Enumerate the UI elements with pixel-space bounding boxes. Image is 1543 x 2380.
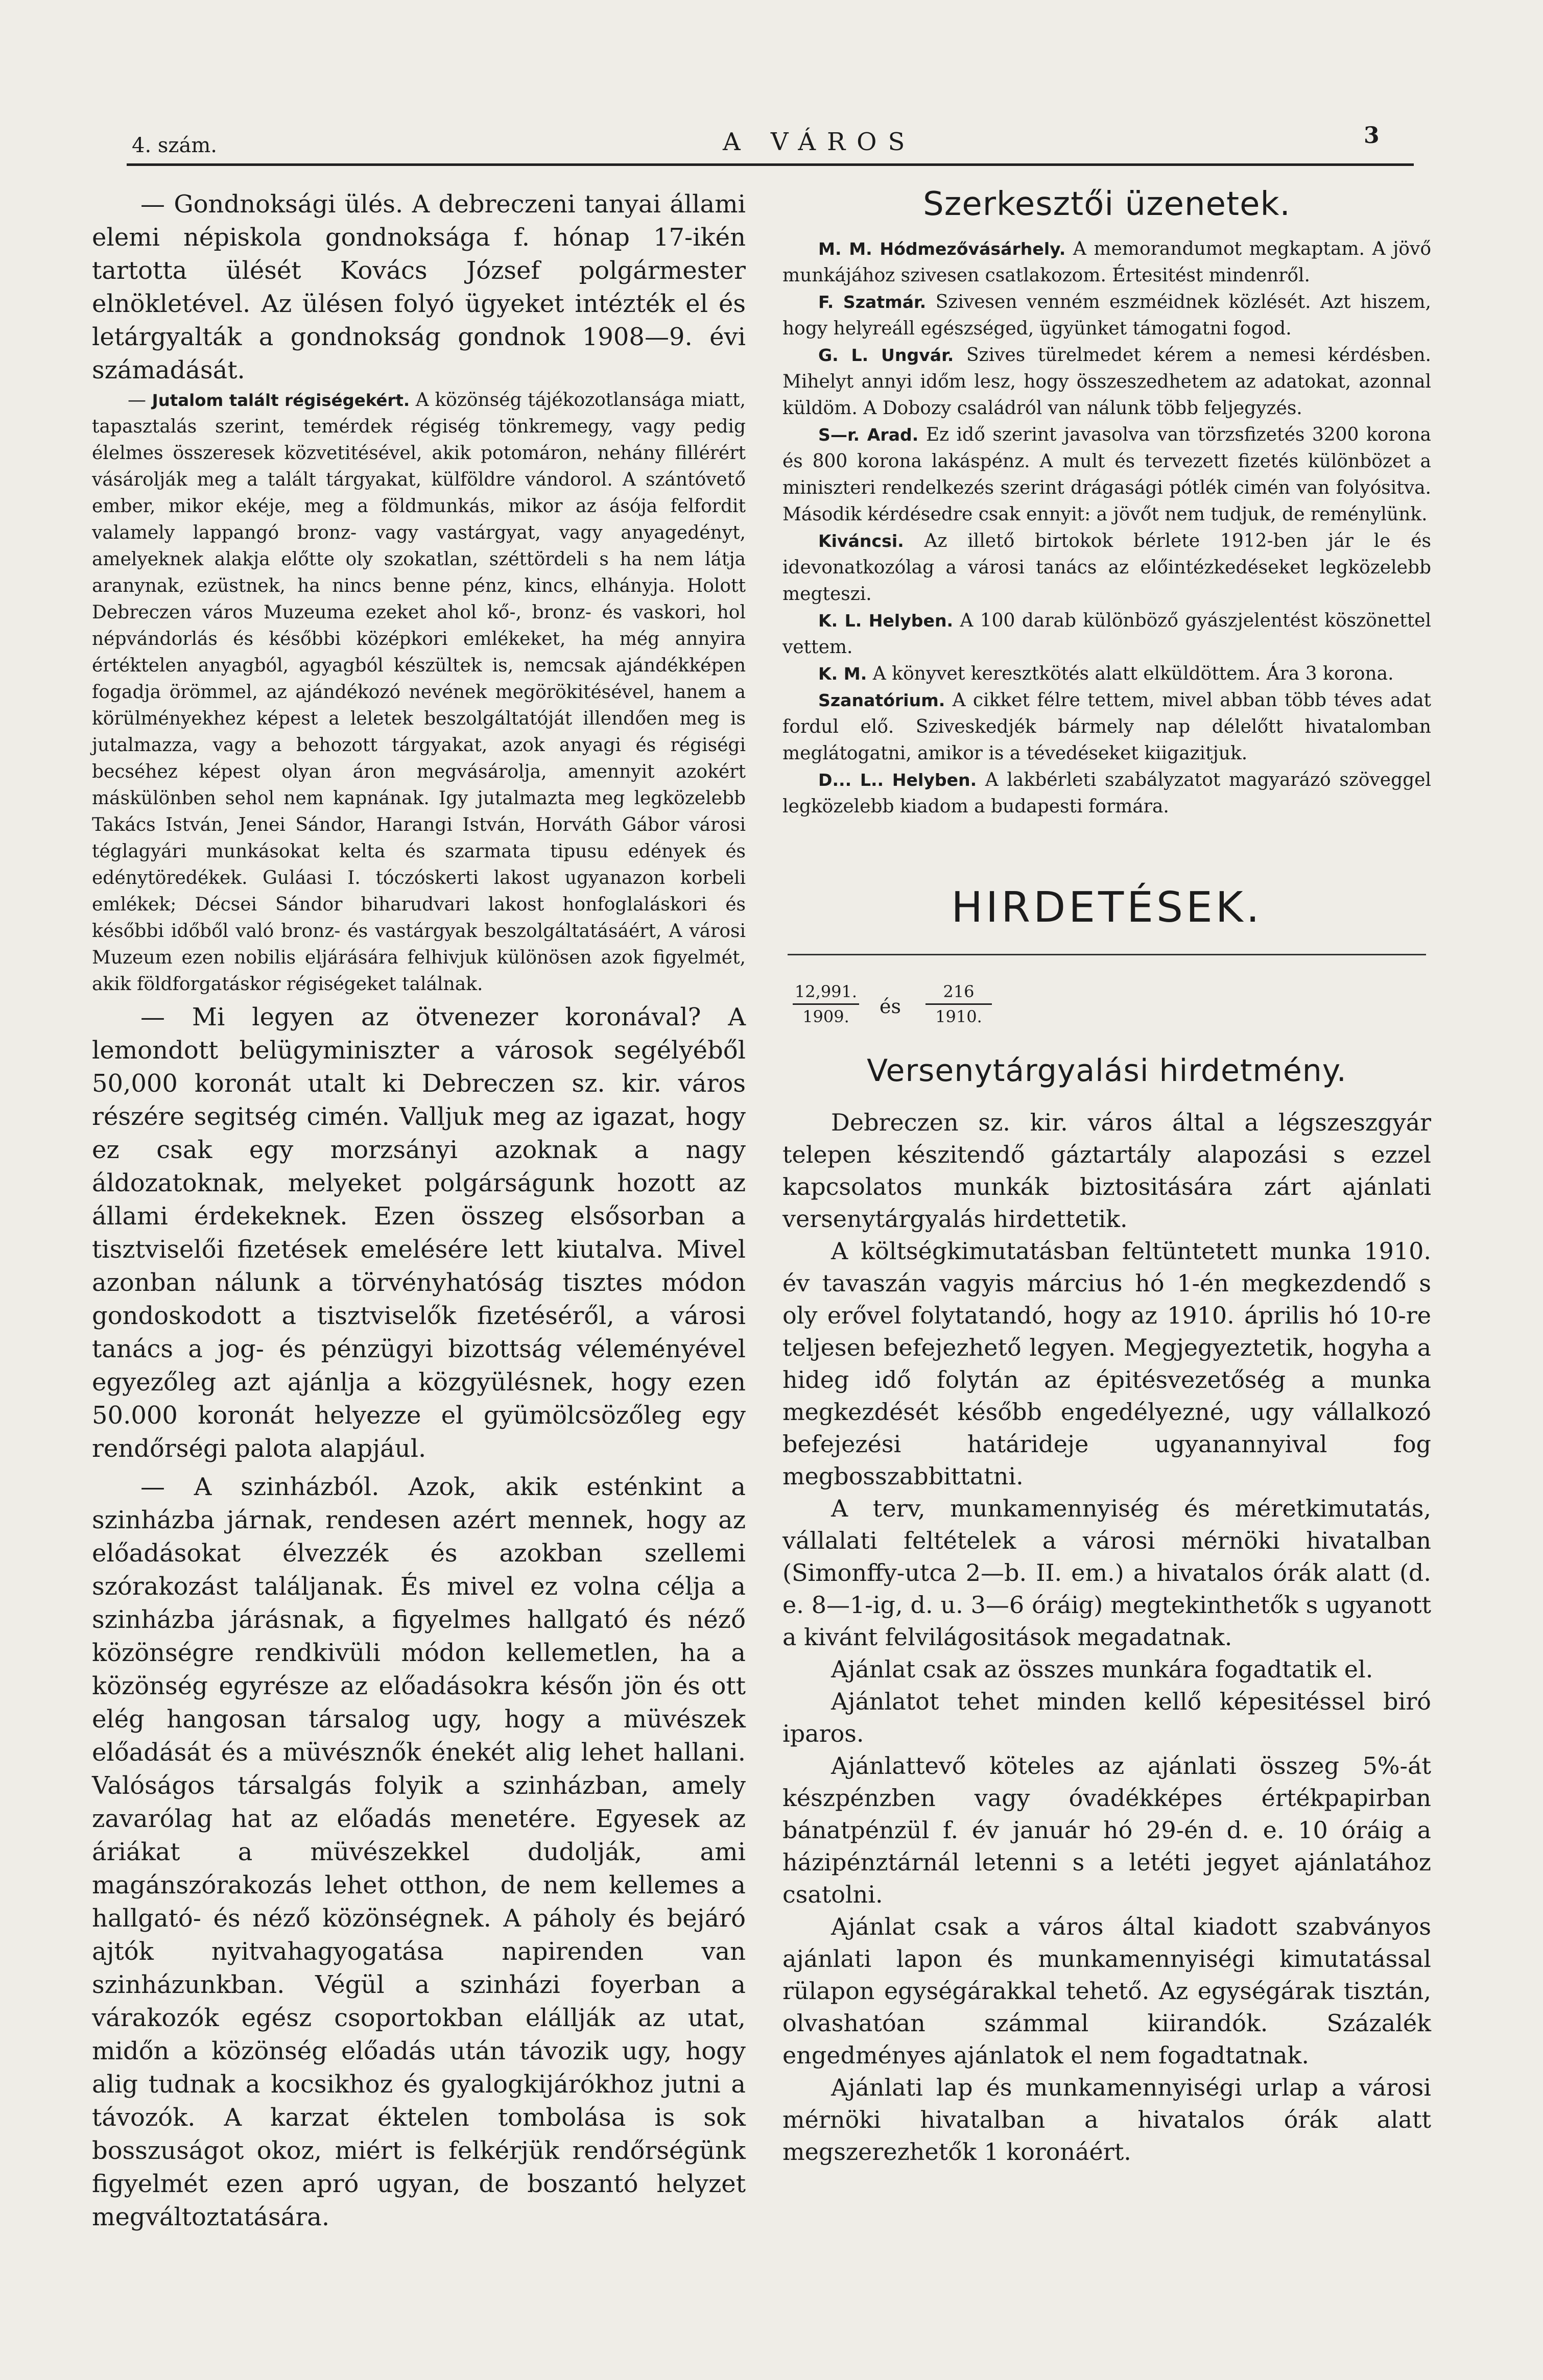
reference-b-number: 216	[925, 982, 992, 1005]
editorial-message	[782, 661, 1431, 687]
message-addressee: F. Szatmár.	[818, 292, 927, 312]
tender-paragraph: A költségkimutatásban feltüntetett munka 1910. év tavaszán vagyis március hó 1-én megkezdendő s oly erővel folytatandó, hogy az 1910. április hó 10-re teljesen befejezhető legyen. Megjegyeztetik, hogyha a hideg idő folytán az épitésvezetőség a munka megkezdését később engedélyezné, ugy vállalkozó befejezési határideje ugyanannyival fog megbosszabbittatni.	[782, 1237, 1431, 1490]
tender-notice-title: Versenytárgyalási hirdetmény.	[867, 1053, 1347, 1089]
message-text: A 100 darab különböző gyászjelentést köszönettel vettem.	[782, 610, 1431, 658]
news-reward-antiquities	[92, 387, 746, 998]
message-text: Szives türelmedet kérem a nemesi kérdésben. Mihelyt annyi időm lesz, hogy összeszedhetem az adatokat, azonnal küldöm. A Dobozy családról van nálunk több feljegyzés.	[782, 345, 1432, 419]
editorial-message	[782, 608, 1431, 661]
message-addressee: K. L. Helyben.	[818, 611, 954, 631]
journal-title: A VÁROS	[723, 128, 916, 156]
editorial-messages-heading: Szerkesztői üzenetek.	[923, 185, 1291, 223]
message-text: A lakbérleti szabályzatot magyarázó szöveggel legközelebb kiadom a budapesti formára.	[782, 770, 1431, 817]
news-theatre: — A szinházból. Azok, akik esténkint a szinházba járnak, rendesen azért mennek, hogy az előadásokat élvezzék és azokban szellemi szórakozást találjanak. És mivel ez volna célja a szinházba járásnak, a figyelmes hallgató és néző közönségre rendkivüli módon kellemetlen, ha a közönség egyrésze az előadásokra későn jön és ott elég hangosan társalog ugy, hogy a müvészek előadását és a müvésznők énekét alig lehet hallani. Valóságos társalgás folyik a szinházban, amely zavarólag hat az előadás menetére. Egyesek az áriákat a müvészekkel dudolják, ami magánszórakozás lehet otthon, de nem kellemes a hallgató- és néző közönségnek. A páholy és bejáró ajtók nyitvahagyogatása napirenden van szinházunkban. Végül a szinházi foyerban a várakozók egész csoportokban elállják az utat, midőn a közönség előadás után távozik ugy, hogy alig tudnak a kocsikhoz és gyalogkijárókhoz jutni a távozók. A karzat éktelen tombolása is sok bosszuságot okoz, miért is felkérjük rendőrségünk figyelmét ezen apró ugyan, de boszantó helyzet megváltoztatására.	[92, 1473, 746, 2231]
news-body: A közönség tájékozotlansága miatt, tapasztalás szerint, temérdek régiség tönkremegy, vagy pedig élelmes összeresek közvetitésével, akik potomáron, nehány fillérért vásárolják meg a talált tárgyakat, külföldre vándorol. A szántóvető ember, mikor ekéje, meg a földmunkás, mikor az ásója felfordit valamely lappangó bronz- vagy vastárgyat, vagy anyagedényt, amelyeknek alakja előtte oly szokatlan, széttördeli s ha nem látja aranynak, ezüstnek, ha nincs benne pénz, kincs, elhányja. Holott Debreczen város Muzeuma ezeket ahol kő-, bronz- és vaskori, hol népvándorlás és későbbi középkori emlékeket, ha még annyira értéktelen anyagból, agyagból készültek is, nemcsak ajándékképen fogadja örömmel, az ajándékozó nevének megörökitésével, hanem a körülményekhez képest a leletek beszolgáltatóját illendően meg is jutalmazza, vagy a behozott tárgyakat, azok anyagi és régiségi becséhez képest olyan áron megvásárolja, amennyit azokért máskülönben sehol nem kapnának. Igy jutalmazta meg legközelebb Takács István, Jenei Sándor, Harangi István, Horváth Gábor városi téglagyári munkásokat kelta és szarmata tipusu edények és edénytöredékek. Guláasi I. tóczóskerti lakost ugyanazon korbeli emlékek; Décsei Sándor biharudvari lakost honfoglaláskori és későbbi időből való bronz- és vastárgyak beszolgáltatásáért, A városi Muzeum ezen nobilis eljárására felhivjuk különösen azok figyelmét, akik földforgatáskor régiségeket találnak.	[92, 390, 746, 995]
message-text: Az illető birtokok bérlete 1912-ben jár le és idevonatkozólag a városi tanács az előintézkedéseket legközelebb megteszi.	[782, 531, 1431, 605]
reference-b-year: 1910.	[935, 1007, 982, 1026]
page-number: 3	[1364, 123, 1380, 149]
message-addressee: M. M. Hódmezővásárhely.	[818, 239, 1066, 259]
message-text: Ez idő szerint javasolva van törzsfizetés 3200 korona és 800 korona lakáspénz. A mult és tervezett fizetés különbözet a miniszteri rendelkezés szerint drágasági pótlék cimén van folyósitva. Második kérdésedre csak ennyit: a jövőt nem tudjuk, de reménylünk.	[782, 424, 1431, 525]
message-addressee: S—r. Arad.	[818, 425, 919, 445]
message-addressee: Kiváncsi.	[818, 531, 904, 551]
message-addressee: K. M.	[818, 664, 867, 684]
issue-number: 4. szám.	[132, 134, 217, 157]
editorial-message	[782, 236, 1431, 289]
tender-notice-body	[782, 1107, 1431, 2168]
editorial-message	[782, 342, 1431, 422]
tender-paragraph: A terv, munkamennyiség és méretkimutatás, vállalati feltételek a városi mérnöki hivatalban (Simonffy-utca 2—b. II. em.) a hivatalos órák alatt (d. e. 8—1-ig, d. u. 3—6 óráig) megtekinthetők s ugyanott a kivánt felvilágositások megadatnak.	[782, 1495, 1431, 1651]
message-text: A könyvet keresztkötés alatt elküldöttem. Ára 3 korona.	[867, 663, 1394, 684]
message-text: Szivesen venném eszméidnek közlését. Azt hiszem, hogy helyreáll egészséged, ügyünket támogatni fogod.	[782, 292, 1432, 339]
reference-number-b	[925, 982, 992, 1026]
message-addressee: Szanatórium.	[818, 690, 945, 710]
message-text: A cikket félre tettem, mivel abban több téves adat fordul elő. Sziveskedjék bármely nap délelőtt hivatalomban meglátogatni, amikor is a tévedéseket kiigazitjuk.	[782, 690, 1431, 764]
tender-paragraph: Ajánlat csak a város által kiadott szabványos ajánlati lapon és munkamennyiségi kimutatással rülapon egységárakkal tehető. Az egységárak tisztán, olvashatóan számmal kiirandók. Százalék engedményes ajánlatok el nem fogadtatnak.	[782, 1913, 1431, 2069]
advertisements-rule	[788, 954, 1426, 955]
reference-conjunction: és	[880, 995, 901, 1018]
editorial-message	[782, 687, 1431, 767]
advertisements-heading: HIRDETÉSEK.	[951, 883, 1263, 932]
news-dash: —	[128, 390, 152, 411]
news-guardianship-meeting: — Gondnoksági ülés. A debreczeni tanyai állami elemi népiskola gondnoksága f. hónap 17-ikén tartotta ülését Kovács József polgármester elnökletével. Az ülésen folyó ügyeket intézték el és letárgyalták a gondnokság gondnok 1908—9. évi számadását.	[92, 190, 746, 384]
message-text: A memorandumot megkaptam. A jövő munkájához szivesen csatlakozom. Értesitést mindenről.	[782, 238, 1431, 286]
tender-paragraph: Ajánlati lap és munkamennyiségi urlap a városi mérnöki hivatalban a hivatalos órák alatt megszerezhetők 1 koronáért.	[782, 2074, 1431, 2166]
reference-a-year: 1909.	[802, 1007, 849, 1026]
reference-numbers	[782, 977, 1431, 1033]
reference-a-number: 12,991.	[793, 982, 859, 1005]
news-lead-title: Jutalom talált régiségekért.	[152, 391, 410, 410]
editorial-message	[782, 422, 1431, 528]
left-column	[92, 188, 746, 2234]
tender-paragraph: Ajánlatot tehet minden kellő képesitéssel biró iparos.	[782, 1688, 1431, 1747]
news-fifty-thousand-crowns: — Mi legyen az ötvenezer koronával? A lemondott belügyminiszter a városok segélyéből 50,000 koronát utalt ki Debreczen sz. kir. város részére segitség cimén. Valljuk meg az igazat, hogy ez csak egy morzsányi azoknak a nagy áldozatoknak, melyeket polgárságunk hozott az állami érdekeknek. Ezen összeg elsősorban a tisztviselői fizetések emelésére lett kiutalva. Mivel azonban nálunk a törvényhatóság tisztes módon gondoskodott a tisztviselők fizetéséről, a városi tanács a jog- és pénzügyi bizottság véleményével egyezőleg azt ajánlja a közgyülésnek, hogy ezen 50.000 koronát helyezze el gyümölcsözőleg egy rendőrségi palota alapjául.	[92, 1003, 746, 1463]
right-column	[782, 184, 1431, 2168]
message-addressee: D... L.. Helyben.	[818, 770, 977, 790]
message-addressee: G. L. Ungvár.	[818, 345, 954, 365]
editorial-message	[782, 289, 1431, 342]
editorial-message	[782, 528, 1431, 608]
tender-paragraph: Ajánlattevő köteles az ajánlati összeg 5%-át készpénzben vagy óvadékképes értékpapirban bánatpénzül f. év január hó 29-én d. e. 10 óráig a házipénztárnál letenni s a letéti jegyet ajánlatához csatolni.	[782, 1752, 1431, 1908]
editorial-message	[782, 767, 1431, 820]
header-rule	[127, 163, 1414, 166]
reference-number-a	[793, 982, 859, 1026]
tender-paragraph: Ajánlat csak az összes munkára fogadtatik el.	[831, 1655, 1373, 1683]
editorial-messages	[782, 236, 1431, 820]
tender-paragraph: Debreczen sz. kir. város által a légszeszgyár telepen készitendő gáztartály alapozási s ezzel kapcsolatos munkák biztositására zárt ajánlati versenytárgyalás hirdettetik.	[782, 1109, 1431, 1233]
